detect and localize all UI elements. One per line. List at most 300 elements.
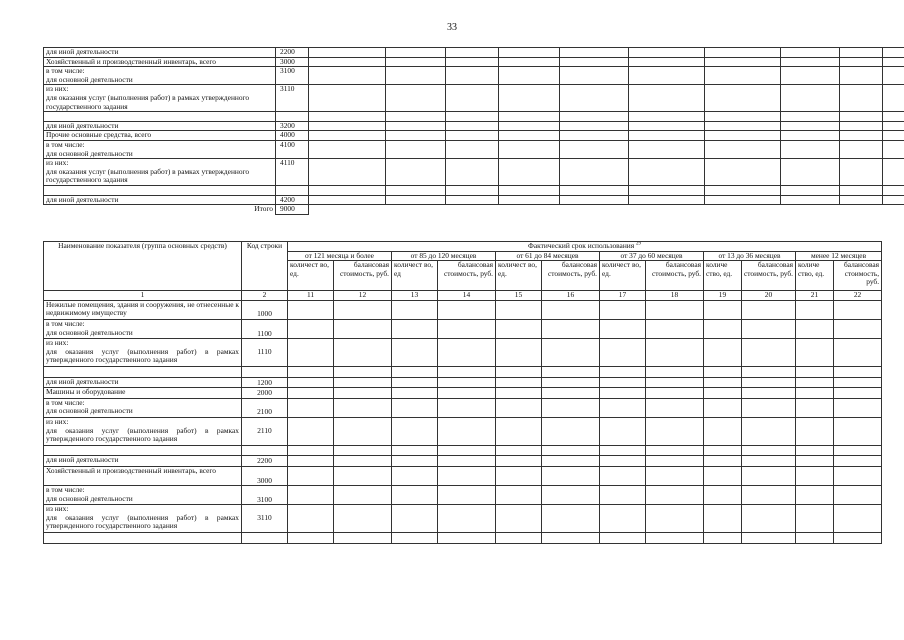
value-cell[interactable]: [392, 466, 438, 485]
value-cell[interactable]: [883, 67, 904, 85]
row-code: [242, 366, 288, 377]
value-cell[interactable]: [542, 319, 600, 338]
value-cell[interactable]: [496, 533, 542, 544]
value-cell[interactable]: [392, 319, 438, 338]
value-cell[interactable]: [781, 67, 840, 85]
value-cell[interactable]: [288, 505, 334, 533]
value-cell[interactable]: [781, 85, 840, 112]
value-cell[interactable]: [499, 85, 560, 112]
value-cell[interactable]: [334, 366, 392, 377]
value-cell[interactable]: [600, 486, 646, 505]
value-cell[interactable]: [288, 377, 334, 388]
value-cell[interactable]: [288, 466, 334, 485]
value-cell[interactable]: [499, 48, 560, 58]
value-cell[interactable]: [629, 121, 705, 131]
value-cell[interactable]: [834, 366, 882, 377]
value-cell[interactable]: [334, 456, 392, 467]
value-cell[interactable]: [646, 398, 704, 417]
value-cell[interactable]: [438, 319, 496, 338]
value-cell[interactable]: [542, 398, 600, 417]
value-cell[interactable]: [834, 445, 882, 456]
value-cell[interactable]: [834, 533, 882, 544]
value-cell[interactable]: [781, 121, 840, 131]
value-cell[interactable]: [446, 159, 499, 186]
value-cell[interactable]: [542, 533, 600, 544]
value-cell[interactable]: [499, 131, 560, 141]
value-cell[interactable]: [288, 388, 334, 399]
value-cell[interactable]: [288, 398, 334, 417]
value-cell[interactable]: [883, 85, 904, 112]
value-cell[interactable]: [309, 67, 386, 85]
value-cell[interactable]: [796, 456, 834, 467]
value-cell[interactable]: [742, 339, 796, 367]
value-cell[interactable]: [705, 159, 781, 186]
value-cell[interactable]: [386, 140, 446, 158]
row-label: [44, 185, 276, 195]
row-label: для иной деятельности: [44, 377, 242, 388]
value-cell[interactable]: [796, 388, 834, 399]
value-cell[interactable]: [704, 319, 742, 338]
value-cell[interactable]: [542, 505, 600, 533]
value-cell[interactable]: [840, 67, 883, 85]
value-cell[interactable]: [560, 195, 629, 205]
column-number: 15: [496, 291, 542, 301]
value-cell[interactable]: [742, 319, 796, 338]
value-cell[interactable]: [834, 300, 882, 319]
table-row: [44, 505, 882, 533]
value-cell[interactable]: [646, 366, 704, 377]
value-cell[interactable]: [834, 486, 882, 505]
value-cell[interactable]: [446, 85, 499, 112]
value-cell[interactable]: [600, 366, 646, 377]
value-cell[interactable]: [446, 131, 499, 141]
value-cell[interactable]: [742, 533, 796, 544]
value-cell[interactable]: [705, 140, 781, 158]
value-cell[interactable]: [542, 339, 600, 367]
row-label: в том числе: для основной деятельности: [44, 319, 242, 338]
value-cell[interactable]: [499, 67, 560, 85]
value-cell[interactable]: [334, 445, 392, 456]
period-header: от 121 месяца и более: [288, 251, 392, 261]
value-cell[interactable]: [438, 533, 496, 544]
row-code: 3000: [242, 466, 288, 485]
value-cell[interactable]: [438, 388, 496, 399]
value-cell[interactable]: [796, 445, 834, 456]
value-cell[interactable]: [288, 366, 334, 377]
value-cell[interactable]: [309, 121, 386, 131]
value-cell[interactable]: [288, 300, 334, 319]
value-cell[interactable]: [840, 57, 883, 67]
value-cell[interactable]: [840, 48, 883, 58]
row-code: [276, 185, 309, 195]
value-cell[interactable]: [446, 57, 499, 67]
value-cell[interactable]: [705, 112, 781, 122]
value-cell[interactable]: [704, 417, 742, 445]
value-cell[interactable]: [560, 185, 629, 195]
value-cell[interactable]: [600, 533, 646, 544]
value-cell[interactable]: [629, 185, 705, 195]
value-cell[interactable]: [288, 319, 334, 338]
value-cell[interactable]: [386, 112, 446, 122]
value-cell[interactable]: [781, 57, 840, 67]
value-cell[interactable]: [288, 445, 334, 456]
value-cell[interactable]: [600, 339, 646, 367]
value-cell[interactable]: [796, 319, 834, 338]
value-cell[interactable]: [704, 366, 742, 377]
value-cell[interactable]: [560, 140, 629, 158]
value-cell[interactable]: [781, 159, 840, 186]
value-cell[interactable]: [438, 398, 496, 417]
row-label: в том числе: для основной деятельности: [44, 67, 276, 85]
value-cell[interactable]: [334, 505, 392, 533]
row-label: [44, 533, 242, 544]
value-cell[interactable]: [542, 466, 600, 485]
value-cell[interactable]: [542, 486, 600, 505]
value-cell[interactable]: [386, 185, 446, 195]
value-cell[interactable]: [646, 417, 704, 445]
value-cell[interactable]: [386, 85, 446, 112]
value-cell[interactable]: [438, 377, 496, 388]
value-cell[interactable]: [840, 85, 883, 112]
value-cell[interactable]: [742, 366, 796, 377]
value-cell[interactable]: [883, 140, 904, 158]
value-cell[interactable]: [499, 57, 560, 67]
column-number: 11: [288, 291, 334, 301]
value-cell[interactable]: [386, 67, 446, 85]
value-cell[interactable]: [646, 388, 704, 399]
value-cell[interactable]: [840, 131, 883, 141]
value-cell[interactable]: [496, 466, 542, 485]
value-cell[interactable]: [742, 466, 796, 485]
value-cell[interactable]: [646, 486, 704, 505]
value-cell[interactable]: [840, 112, 883, 122]
value-cell[interactable]: [446, 67, 499, 85]
value-cell[interactable]: [288, 533, 334, 544]
value-cell[interactable]: [840, 195, 883, 205]
value-cell[interactable]: [386, 131, 446, 141]
value-cell[interactable]: [386, 57, 446, 67]
value-cell[interactable]: [629, 112, 705, 122]
value-cell[interactable]: [438, 417, 496, 445]
value-cell[interactable]: [742, 445, 796, 456]
value-cell[interactable]: [496, 456, 542, 467]
value-cell[interactable]: [796, 533, 834, 544]
value-cell[interactable]: [600, 300, 646, 319]
value-cell[interactable]: [334, 466, 392, 485]
value-cell[interactable]: [705, 48, 781, 58]
value-cell[interactable]: [629, 140, 705, 158]
value-cell[interactable]: [560, 159, 629, 186]
value-cell[interactable]: [781, 112, 840, 122]
value-cell[interactable]: [646, 300, 704, 319]
value-cell[interactable]: [386, 121, 446, 131]
value-cell[interactable]: [392, 398, 438, 417]
value-cell[interactable]: [496, 417, 542, 445]
value-cell[interactable]: [496, 486, 542, 505]
value-cell[interactable]: [392, 300, 438, 319]
value-cell[interactable]: [560, 48, 629, 58]
value-cell[interactable]: [883, 131, 904, 141]
value-cell[interactable]: [646, 533, 704, 544]
value-cell[interactable]: [499, 185, 560, 195]
value-cell[interactable]: [796, 366, 834, 377]
value-cell[interactable]: [542, 377, 600, 388]
value-cell[interactable]: [883, 112, 904, 122]
value-cell[interactable]: [883, 159, 904, 186]
value-cell[interactable]: [560, 112, 629, 122]
value-cell[interactable]: [600, 417, 646, 445]
value-cell[interactable]: [438, 339, 496, 367]
value-cell[interactable]: [309, 195, 386, 205]
value-cell[interactable]: [309, 85, 386, 112]
value-cell[interactable]: [392, 417, 438, 445]
fixed-assets-usage-table: [43, 241, 882, 544]
value-cell[interactable]: [288, 486, 334, 505]
value-cell[interactable]: [742, 398, 796, 417]
value-cell[interactable]: [840, 159, 883, 186]
value-cell[interactable]: [542, 366, 600, 377]
value-cell[interactable]: [496, 445, 542, 456]
value-cell[interactable]: [334, 377, 392, 388]
value-cell[interactable]: [600, 505, 646, 533]
value-cell[interactable]: [499, 140, 560, 158]
value-cell[interactable]: [796, 377, 834, 388]
value-cell[interactable]: [629, 159, 705, 186]
value-cell[interactable]: [438, 445, 496, 456]
value-cell[interactable]: [392, 388, 438, 399]
value-cell[interactable]: [386, 48, 446, 58]
value-cell[interactable]: [496, 319, 542, 338]
value-cell[interactable]: [646, 445, 704, 456]
value-cell[interactable]: [781, 131, 840, 141]
value-cell[interactable]: [704, 466, 742, 485]
value-cell[interactable]: [646, 466, 704, 485]
value-cell[interactable]: [646, 319, 704, 338]
value-cell[interactable]: [446, 195, 499, 205]
value-cell[interactable]: [742, 388, 796, 399]
value-cell[interactable]: [629, 57, 705, 67]
value-cell[interactable]: [560, 121, 629, 131]
value-cell[interactable]: [438, 456, 496, 467]
value-cell[interactable]: [834, 388, 882, 399]
value-cell[interactable]: [883, 185, 904, 195]
value-cell[interactable]: [796, 505, 834, 533]
value-cell[interactable]: [560, 57, 629, 67]
value-cell[interactable]: [288, 417, 334, 445]
value-cell[interactable]: [834, 319, 882, 338]
value-cell[interactable]: [704, 533, 742, 544]
value-cell[interactable]: [704, 486, 742, 505]
value-cell[interactable]: [386, 159, 446, 186]
value-cell[interactable]: [496, 339, 542, 367]
value-cell[interactable]: [560, 67, 629, 85]
value-cell[interactable]: [309, 48, 386, 58]
value-cell[interactable]: [796, 339, 834, 367]
value-cell[interactable]: [392, 505, 438, 533]
period-header: от 37 до 60 месяцев: [600, 251, 704, 261]
value-cell[interactable]: [646, 456, 704, 467]
table-row: [44, 388, 882, 399]
value-cell[interactable]: [840, 121, 883, 131]
value-cell[interactable]: [392, 445, 438, 456]
value-cell[interactable]: [309, 159, 386, 186]
value-cell[interactable]: [834, 339, 882, 367]
value-cell[interactable]: [705, 67, 781, 85]
value-cell[interactable]: [496, 366, 542, 377]
value-cell[interactable]: [705, 195, 781, 205]
value-cell[interactable]: [705, 85, 781, 112]
value-cell[interactable]: [309, 112, 386, 122]
value-cell[interactable]: [560, 131, 629, 141]
value-cell[interactable]: [334, 417, 392, 445]
value-cell[interactable]: [796, 300, 834, 319]
value-cell[interactable]: [629, 131, 705, 141]
value-cell[interactable]: [834, 377, 882, 388]
value-cell[interactable]: [742, 505, 796, 533]
value-cell[interactable]: [629, 48, 705, 58]
value-cell[interactable]: [446, 48, 499, 58]
value-cell[interactable]: [542, 300, 600, 319]
value-cell[interactable]: [705, 121, 781, 131]
value-cell[interactable]: [705, 57, 781, 67]
value-cell[interactable]: [392, 456, 438, 467]
value-cell[interactable]: [499, 112, 560, 122]
value-cell[interactable]: [796, 486, 834, 505]
value-cell[interactable]: [499, 121, 560, 131]
value-cell[interactable]: [840, 140, 883, 158]
value-cell[interactable]: [600, 466, 646, 485]
value-cell[interactable]: [704, 388, 742, 399]
row-code: [276, 112, 309, 122]
value-cell[interactable]: [742, 486, 796, 505]
value-cell[interactable]: [704, 300, 742, 319]
value-cell[interactable]: [796, 398, 834, 417]
value-cell[interactable]: [438, 300, 496, 319]
value-cell[interactable]: [334, 398, 392, 417]
value-cell[interactable]: [496, 388, 542, 399]
value-cell[interactable]: [883, 57, 904, 67]
value-cell[interactable]: [600, 377, 646, 388]
value-cell[interactable]: [438, 366, 496, 377]
value-cell[interactable]: [309, 185, 386, 195]
value-cell[interactable]: [704, 339, 742, 367]
value-cell[interactable]: [840, 185, 883, 195]
value-cell[interactable]: [834, 505, 882, 533]
value-cell[interactable]: [742, 377, 796, 388]
table-row: [44, 185, 904, 195]
value-cell[interactable]: [704, 445, 742, 456]
value-cell[interactable]: [496, 300, 542, 319]
value-cell[interactable]: [629, 85, 705, 112]
table-row: [44, 466, 882, 485]
value-cell[interactable]: [542, 417, 600, 445]
value-cell[interactable]: [334, 319, 392, 338]
value-cell[interactable]: [834, 417, 882, 445]
value-cell[interactable]: [629, 195, 705, 205]
value-cell[interactable]: [781, 185, 840, 195]
value-cell[interactable]: [446, 112, 499, 122]
value-cell[interactable]: [542, 445, 600, 456]
value-cell[interactable]: [499, 195, 560, 205]
value-cell[interactable]: [742, 300, 796, 319]
value-cell[interactable]: [288, 339, 334, 367]
value-cell[interactable]: [600, 388, 646, 399]
value-cell[interactable]: [438, 505, 496, 533]
value-cell[interactable]: [309, 131, 386, 141]
value-cell[interactable]: [446, 121, 499, 131]
value-cell[interactable]: [496, 377, 542, 388]
value-cell[interactable]: [796, 417, 834, 445]
value-cell[interactable]: [496, 398, 542, 417]
value-cell[interactable]: [705, 185, 781, 195]
value-cell[interactable]: [542, 388, 600, 399]
value-cell[interactable]: [600, 445, 646, 456]
value-cell[interactable]: [704, 505, 742, 533]
value-cell[interactable]: [704, 377, 742, 388]
value-cell[interactable]: [560, 85, 629, 112]
value-cell[interactable]: [499, 159, 560, 186]
period-header: от 61 до 84 месяцев: [496, 251, 600, 261]
term-header: [288, 242, 882, 252]
column-number: 14: [438, 291, 496, 301]
value-cell[interactable]: [334, 388, 392, 399]
value-cell[interactable]: [834, 456, 882, 467]
value-cell[interactable]: [392, 366, 438, 377]
value-cell[interactable]: [392, 486, 438, 505]
value-cell[interactable]: [834, 466, 882, 485]
value-cell[interactable]: [334, 339, 392, 367]
value-cell[interactable]: [446, 140, 499, 158]
value-cell[interactable]: [386, 195, 446, 205]
value-cell[interactable]: [309, 140, 386, 158]
value-cell[interactable]: [600, 398, 646, 417]
value-cell[interactable]: [646, 377, 704, 388]
value-cell[interactable]: [883, 121, 904, 131]
page-number: 33: [447, 22, 457, 33]
value-cell[interactable]: [883, 48, 904, 58]
value-cell[interactable]: [288, 456, 334, 467]
value-cell[interactable]: [392, 339, 438, 367]
value-cell[interactable]: [646, 339, 704, 367]
value-cell[interactable]: [542, 456, 600, 467]
value-cell[interactable]: [334, 300, 392, 319]
value-cell[interactable]: [781, 140, 840, 158]
value-cell[interactable]: [742, 417, 796, 445]
value-cell[interactable]: [704, 456, 742, 467]
value-cell[interactable]: [600, 456, 646, 467]
value-cell[interactable]: [834, 398, 882, 417]
value-cell[interactable]: [742, 456, 796, 467]
value-cell[interactable]: [392, 377, 438, 388]
value-cell[interactable]: [334, 533, 392, 544]
value-cell[interactable]: [883, 195, 904, 205]
value-cell[interactable]: [600, 319, 646, 338]
value-cell[interactable]: [646, 505, 704, 533]
value-cell[interactable]: [496, 505, 542, 533]
value-cell[interactable]: [446, 185, 499, 195]
value-cell[interactable]: [704, 398, 742, 417]
value-cell[interactable]: [796, 466, 834, 485]
value-cell[interactable]: [781, 48, 840, 58]
value-cell[interactable]: [309, 57, 386, 67]
value-cell[interactable]: [781, 195, 840, 205]
value-cell[interactable]: [705, 131, 781, 141]
value-cell[interactable]: [392, 533, 438, 544]
value-cell[interactable]: [438, 466, 496, 485]
value-cell[interactable]: [438, 486, 496, 505]
value-cell[interactable]: [334, 486, 392, 505]
value-cell[interactable]: [629, 67, 705, 85]
